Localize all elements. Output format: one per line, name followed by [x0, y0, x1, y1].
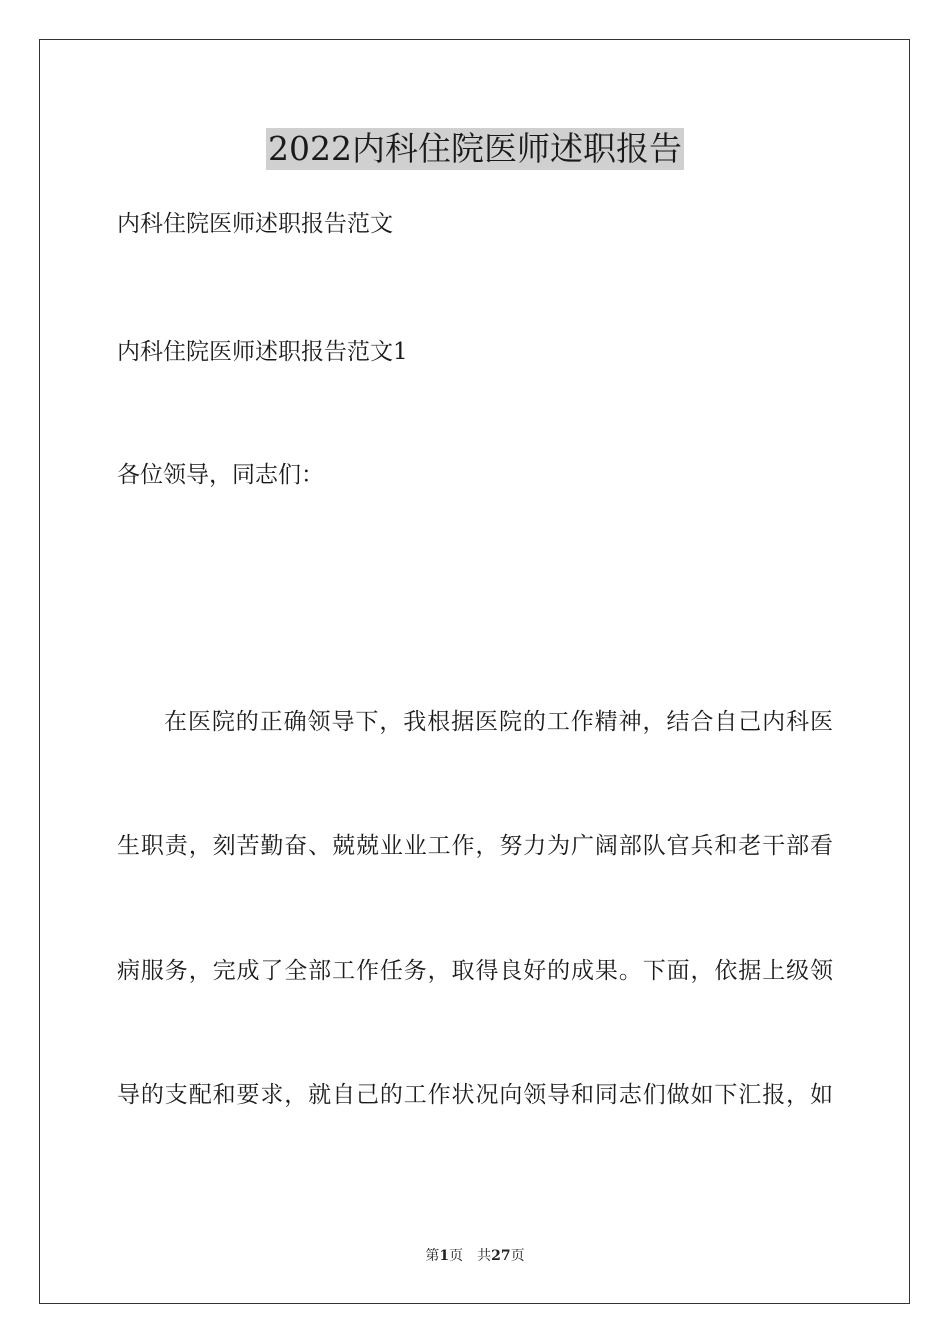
footer-page-suffix: 页: [449, 1248, 464, 1264]
paragraph-line: 导的支配和要求，就自己的工作状况向领导和同志们做如下汇报，如: [117, 1082, 833, 1108]
footer-total-prefix: 共: [477, 1248, 492, 1264]
document-subtitle: 内科住院医师述职报告范文: [117, 211, 393, 237]
footer-current-page: 1: [439, 1248, 450, 1264]
footer-total-suffix: 页: [510, 1248, 525, 1264]
page-footer: [0, 1246, 950, 1266]
paragraph-line: 病服务，完成了全部工作任务，取得良好的成果。下面，依据上级领: [117, 958, 833, 984]
paragraph-line: 生职责，刻苦勤奋、兢兢业业工作，努力为广阔部队官兵和老干部看: [117, 833, 833, 859]
footer-total-pages: 27: [491, 1248, 511, 1264]
document-title: 2022内科住院医师述职报告: [268, 129, 682, 168]
paragraph-line: 在医院的正确领导下，我根据医院的工作精神，结合自己内科医: [164, 709, 833, 735]
title-container: [0, 128, 950, 170]
section-heading: 内科住院医师述职报告范文1: [117, 339, 408, 365]
salutation: 各位领导，同志们：: [117, 462, 324, 488]
footer-page-prefix: 第: [425, 1248, 440, 1264]
